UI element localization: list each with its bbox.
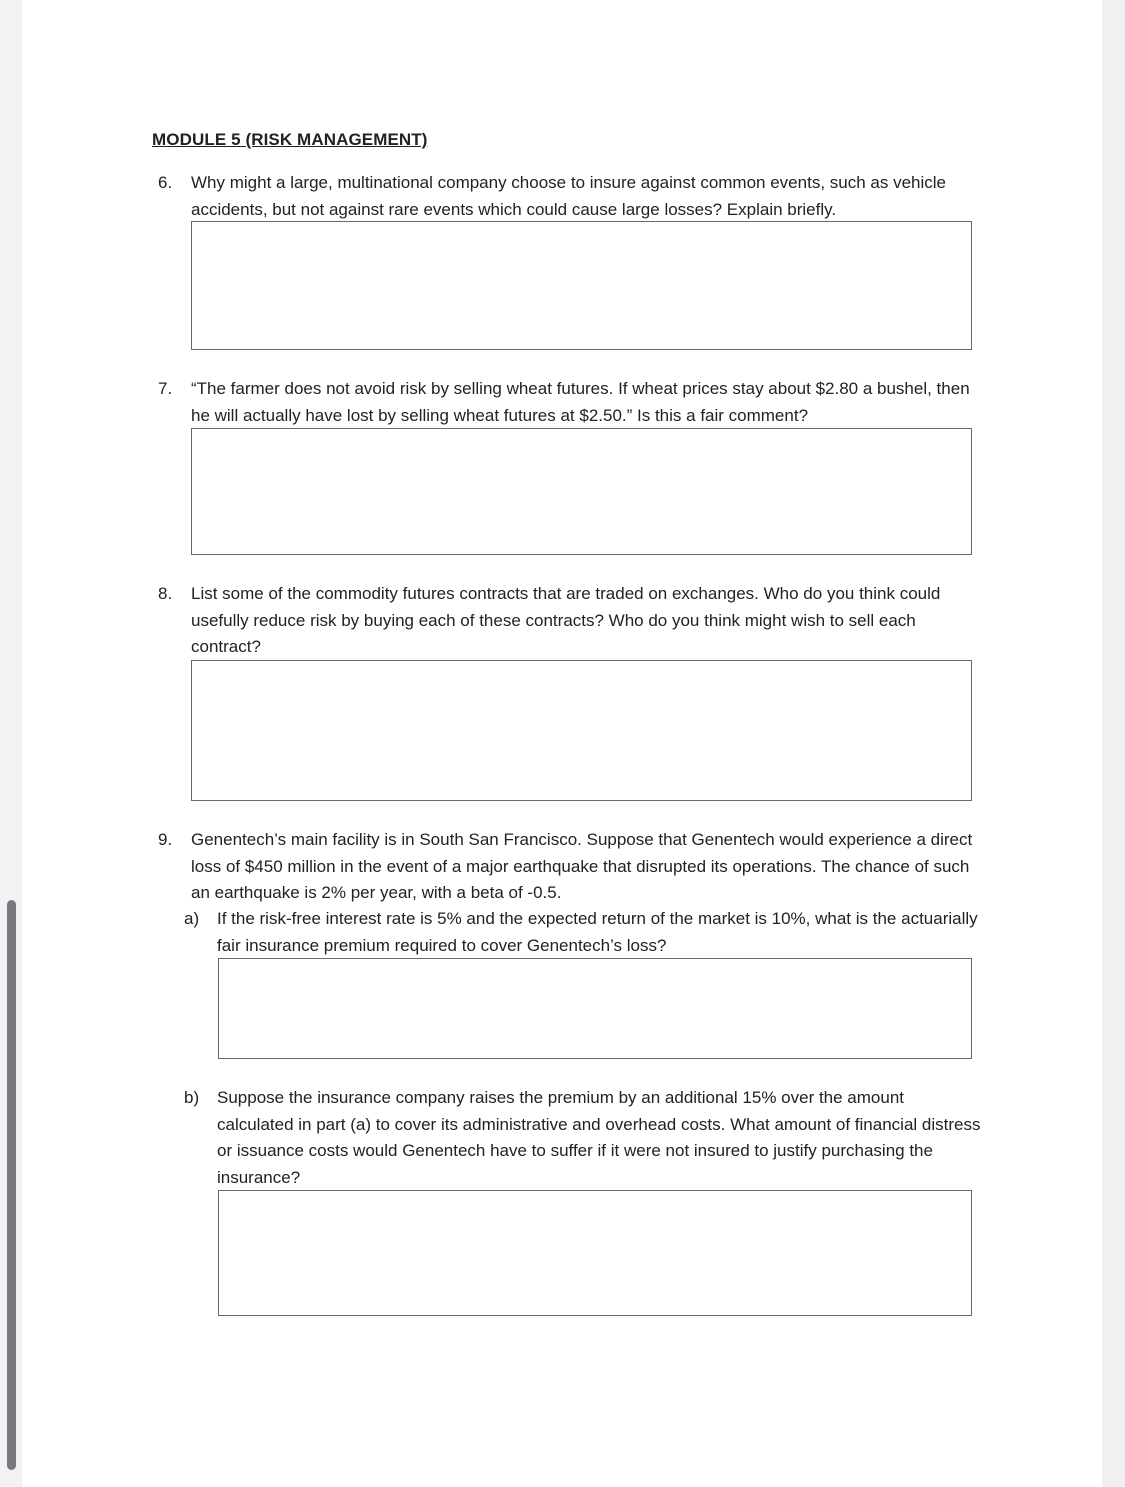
question-8 <box>158 581 978 661</box>
question-6 <box>158 170 978 223</box>
vertical-scrollbar[interactable] <box>7 900 16 1470</box>
question-text: List some of the commodity futures contracts that are traded on exchanges. Who do you think could usefully reduce risk by buying each of these contracts? Who do you think might wish to sell each contract? <box>191 584 941 656</box>
question-number: 6. <box>158 173 173 192</box>
document-page <box>22 0 1102 1487</box>
module-title: MODULE 5 (RISK MANAGEMENT) <box>152 130 428 149</box>
part-text: If the risk-free interest rate is 5% and the expected return of the market is 10%, what is the actuarially fair insurance premium required to cover Genentech’s loss? <box>217 909 978 955</box>
answer-box-q6[interactable] <box>191 221 972 350</box>
question-number: 7. <box>158 379 173 398</box>
question-text: “The farmer does not avoid risk by selling wheat futures. If wheat prices stay about $2.80 a bushel, then he will actually have lost by selling wheat futures at $2.50.” Is this a fair comment? <box>191 379 970 425</box>
question-text: Why might a large, multinational company choose to insure against common events, such as vehicle accidents, but not against rare events which could cause large losses? Explain briefly. <box>191 173 946 219</box>
part-text: Suppose the insurance company raises the premium by an additional 15% over the amount calculated in part (a) to cover its administrative and overhead costs. What amount of financial distress or issuance costs would Genentech have to suffer if it were not insured to justify purchasing the insurance? <box>217 1088 981 1187</box>
answer-box-q8[interactable] <box>191 660 972 801</box>
question-number: 9. <box>158 830 173 849</box>
page-edge <box>1102 0 1125 1487</box>
question-text: Genentech’s main facility is in South San Francisco. Suppose that Genentech would experience a direct loss of $450 million in the event of a major earthquake that disrupted its operations. The chance of such an earthquake is 2% per year, with a beta of -0.5. <box>191 830 973 902</box>
question-9 <box>158 827 978 907</box>
answer-box-q9b[interactable] <box>218 1190 972 1316</box>
part-label: b) <box>184 1088 200 1107</box>
answer-box-q7[interactable] <box>191 428 972 555</box>
answer-box-q9a[interactable] <box>218 958 972 1059</box>
question-7 <box>158 376 978 429</box>
question-9b <box>184 1085 984 1191</box>
question-number: 8. <box>158 584 173 603</box>
question-9a <box>184 906 984 959</box>
part-label: a) <box>184 909 200 928</box>
